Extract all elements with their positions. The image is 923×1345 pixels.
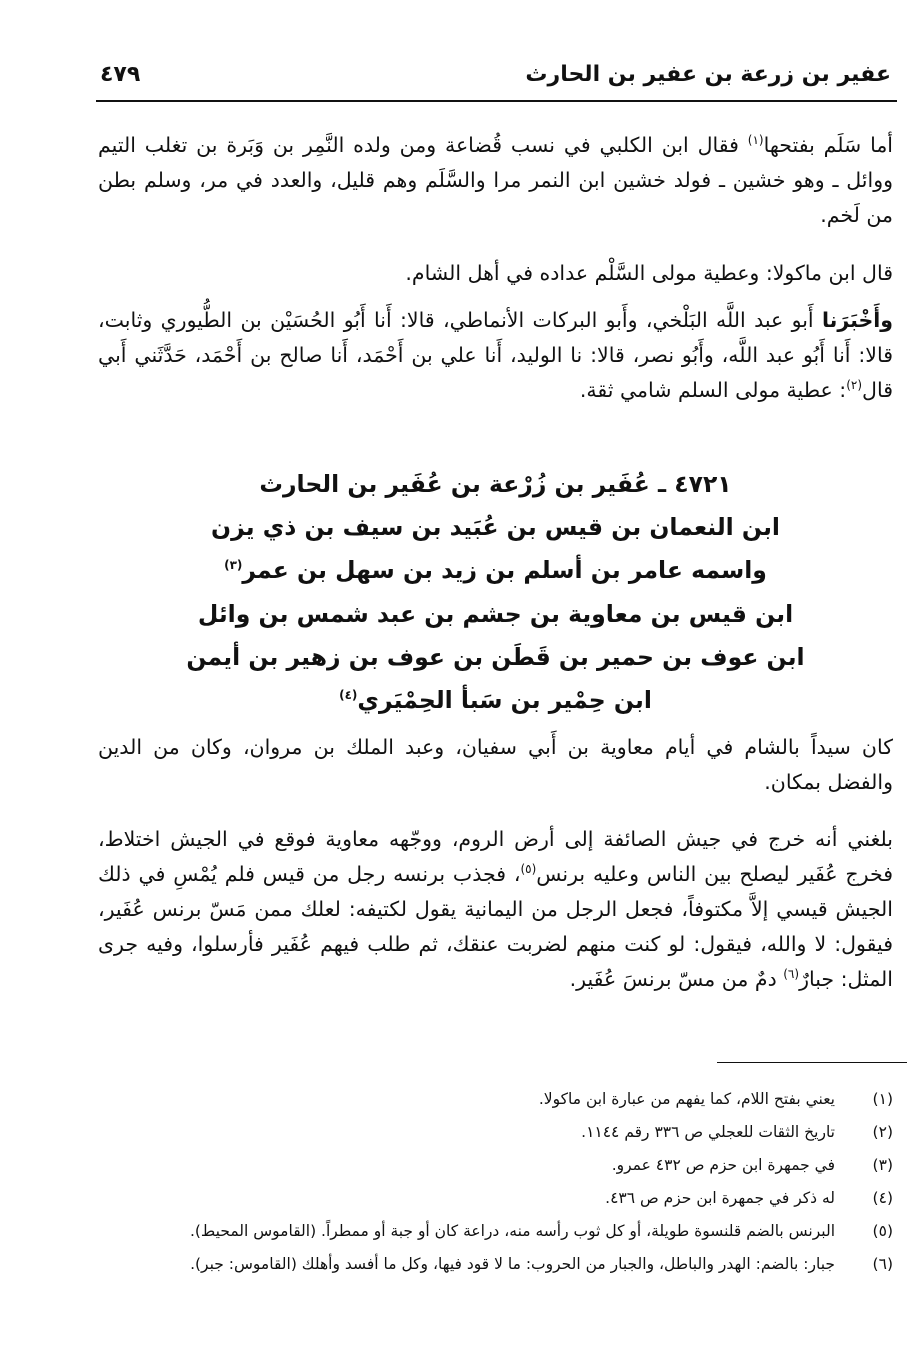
- entry-heading-line: ابن النعمان بن قيس بن عُبَيد بن سيف بن ذي يزن: [211, 513, 780, 541]
- entry-heading-line: ٤٧٢١ ـ عُفَير بن زُرْعة بن عُفَير بن الحارث: [259, 470, 732, 498]
- footnote-item: [130, 1189, 893, 1222]
- paragraph-biography: كان سيداً بالشام في أيام معاوية بن أَبي سفيان، وعبد الملك بن مروان، وكان من الدين والفضل بمكان.: [98, 735, 893, 794]
- footnote-item: [130, 1156, 893, 1189]
- akhbarana-lead: وأَخْبَرَنا: [821, 308, 893, 332]
- footnote-number: (٤): [872, 1189, 893, 1207]
- entry-heading-line: واسمه عامر بن أسلم بن زيد بن سهل بن عمر$^{(٣)}$: [224, 556, 767, 584]
- footnote-number: (١): [872, 1090, 893, 1108]
- footnote-number: (٥): [872, 1222, 893, 1240]
- footnote-number: (٣): [872, 1156, 893, 1174]
- footnote-number: (٢): [872, 1123, 893, 1141]
- footnote-ref-4: (٤): [339, 688, 358, 703]
- entry-heading-line: ابن قيس بن معاوية بن جشم بن عبد شمس بن وائل: [197, 600, 794, 628]
- paragraph-burnus-story: بلغني أنه خرج في جيش الصائفة إلى أرض الروم، ووجّهه معاوية فوقع في الجيش اختلاط، فخرج عُفَير ليصلح بين الناس وعليه برنس$^{(٥)}$، فجذب برنسه رجل من قيس فلم يُمْسِ في ذلك الجيش قيسي إلاَّ مكتوفاً، فجعل الرجل من اليمانية يقول لكتيفه: لعلك ممن مَسّ برنس عُفَير، فيقول: لا والله، فيقول: لو كنت منهم لضربت عنقك، ثم طلب فيهم عُفَير فأرسلوا، وفيه جرى المثل: جبارٌ$^{(٦)}$ دمٌ من مسّ برنسَ عُفَير.: [98, 827, 893, 991]
- footnote-item: [130, 1255, 893, 1288]
- entry-heading-line: ابن عوف بن حمير بن قَطَن بن عوف بن زهير بن أيمن: [186, 643, 805, 671]
- running-title: عفير بن زرعة بن عفير بن الحارث: [525, 62, 891, 87]
- paragraph-ibn-makula: قال ابن ماكولا: وعطية مولى السَّلْم عداده في أهل الشام.: [405, 261, 893, 285]
- footnote-separator: [717, 1062, 907, 1063]
- footnote-text: له ذكر في جمهرة ابن حزم ص ٤٣٦.: [605, 1189, 835, 1207]
- footnote-item: [130, 1123, 893, 1156]
- footnote-item: [130, 1090, 893, 1123]
- footnote-text: يعني بفتح اللام، كما يفهم من عبارة ابن ماكولا.: [538, 1090, 835, 1108]
- footnote-item: [130, 1222, 893, 1255]
- footnote-number: (٦): [872, 1255, 893, 1273]
- paragraph-isnad: وأَخْبَرَنا أَبو عبد اللَّه البَلْخي، وأَبو البركات الأنماطي، قالا: أَنا أَبُو الحُسَيْن بن الطُّيوري وثابت، قالا: أَنا أَبُو عبد اللَّه، وأَبُو نصر، قالا: نا الوليد، أَنا علي بن أَحْمَد، أَنا صالح بن أَحْمَد، حَدَّثَني أَبي قال$^{(٢)}$: عطية مولى السلم شامي ثقة.: [98, 308, 893, 402]
- entry-heading: [98, 470, 893, 730]
- footnotes: [130, 1090, 893, 1288]
- page-number: ٤٧٩: [100, 62, 141, 87]
- footnote-text: تاريخ الثقات للعجلي ص ٣٣٦ رقم ١١٤٤.: [581, 1123, 835, 1141]
- footnote-text: البرنس بالضم قلنسوة طويلة، أو كل ثوب رأسه منه، دراعة كان أو جبة أو ممطراً. (القاموس المحيط).: [189, 1222, 835, 1240]
- footnote-ref-1: (١): [747, 133, 764, 148]
- page-header: [96, 60, 897, 102]
- footnote-ref-5: (٥): [520, 862, 537, 877]
- footnote-ref-3: (٣): [224, 558, 243, 573]
- footnote-text: في جمهرة ابن حزم ص ٤٣٢ عمرو.: [611, 1156, 835, 1174]
- paragraph-salam: أما سَلَم بفتحها$^{(١)}$ فقال ابن الكلبي في نسب قُضاعة ومن ولده النَّمِر بن وَبَرة بن تغلب التيم ووائل ـ وهو خشين ـ فولد خشين ابن النمر مرا والسَّلَم وهم قليل، والعدد في مر، وسلم بطن من لَخم.: [98, 133, 893, 227]
- footnote-ref-2: (٢): [846, 378, 863, 393]
- entry-heading-line: ابن حِمْير بن سَبأ الحِمْيَري$^{(٤)}$: [339, 686, 652, 714]
- footnote-text: جبار: بالضم: الهدر والباطل، والجبار من الحروب: ما لا قود فيها، وكل ما أفسد وأهلك (القاموس: جبر).: [190, 1255, 835, 1273]
- footnote-ref-6: (٦): [783, 967, 800, 982]
